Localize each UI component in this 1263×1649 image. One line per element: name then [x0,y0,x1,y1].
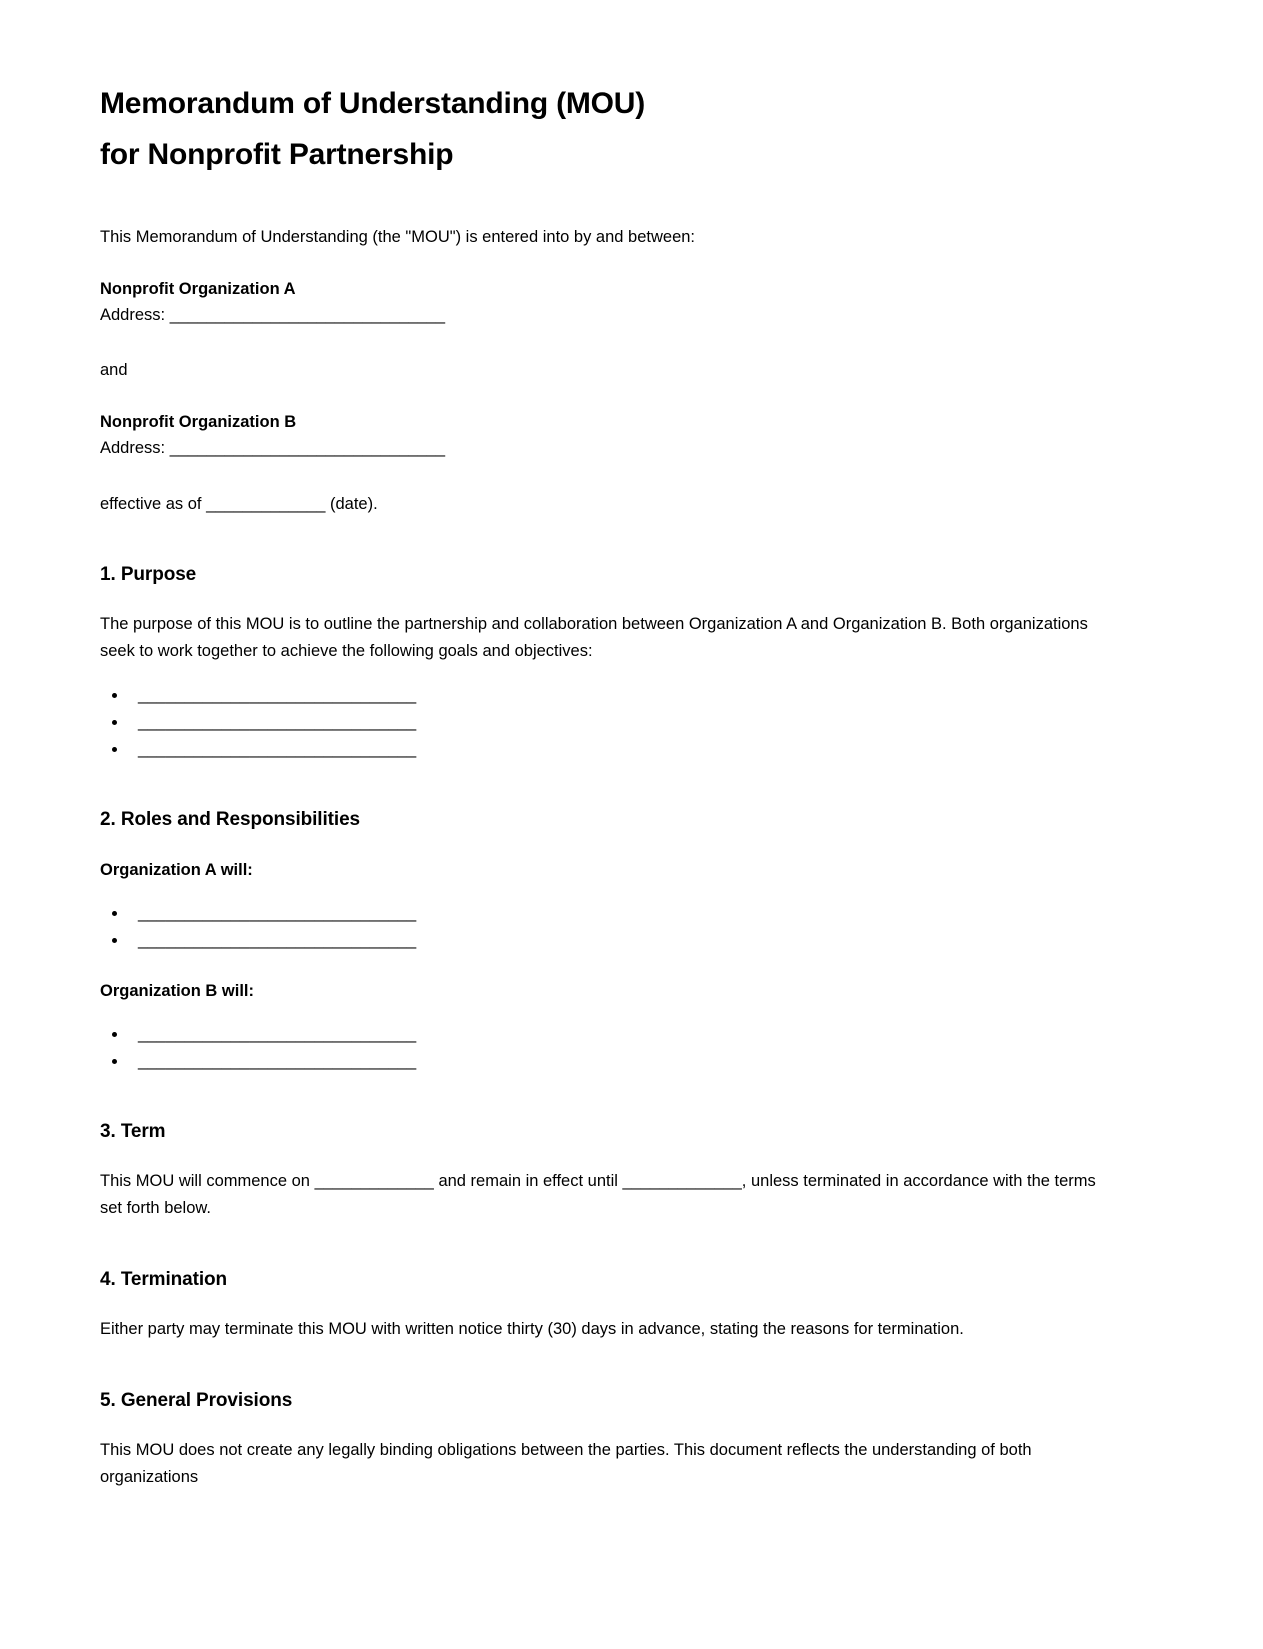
effective-date-line [100,491,1163,517]
term-suffix: , unless terminated in accordance with the terms set forth below. [100,1172,1096,1217]
organization-b-responsibilities-list [100,1022,1163,1074]
term-end-date-blank[interactable]: _____________ [622,1172,742,1190]
effective-suffix: (date). [325,495,378,513]
section-body-termination: Either party may terminate this MOU with written notice thirty (30) days in advance, stating the reasons for termination. [100,1320,964,1338]
party-a-address-label: Address: [100,306,170,324]
purpose-goals-list [100,683,1163,762]
term-middle: and remain in effect until [433,1172,623,1190]
purpose-goal-blank-2[interactable]: ______________________________ [138,713,417,731]
section-heading-termination: 4. Termination [100,1269,228,1290]
subheading-organization-b: Organization B will: [100,982,255,1000]
list-item [128,1049,1163,1074]
section-body-purpose: The purpose of this MOU is to outline the partnership and collaboration between Organization A and Organization B. Both organizations seek to work together to achieve the following goals and objectives: [100,615,1088,660]
org-b-blank-1[interactable]: ______________________________ [138,1025,417,1043]
section-body-term [100,1168,1110,1222]
party-a-name: Nonprofit Organization A [100,280,296,298]
effective-date-blank[interactable]: _____________ [206,495,326,513]
org-a-blank-1[interactable]: ______________________________ [138,904,417,922]
purpose-goal-blank-1[interactable]: ______________________________ [138,686,417,704]
party-a-block [100,277,1163,329]
page-title [100,78,1163,180]
section-heading-roles: 2. Roles and Responsibilities [100,809,361,830]
list-item [128,928,1163,953]
effective-prefix: effective as of [100,495,207,513]
intro-paragraph: This Memorandum of Understanding (the "MOU") is entered into by and between: [100,228,696,246]
title-line-2: for Nonprofit Partnership [100,138,454,171]
title-line-1: Memorandum of Understanding (MOU) [100,87,646,120]
conjunction-and: and [100,361,128,379]
list-item [128,683,1163,708]
term-prefix: This MOU will commence on [100,1172,315,1190]
party-b-name: Nonprofit Organization B [100,413,297,431]
section-heading-purpose: 1. Purpose [100,564,197,585]
list-item [128,901,1163,926]
list-item [128,1022,1163,1047]
party-b-address-label: Address: [100,439,170,457]
section-heading-term: 3. Term [100,1121,166,1142]
party-a-address-line [100,302,1163,329]
party-a-address-blank[interactable]: ______________________________ [169,306,445,324]
section-body-general-provisions: This MOU does not create any legally binding obligations between the parties. This document reflects the understanding of both organizations [100,1441,1032,1486]
party-b-address-blank[interactable]: ______________________________ [169,439,445,457]
organization-a-responsibilities-list [100,901,1163,953]
term-start-date-blank[interactable]: _____________ [314,1172,434,1190]
purpose-goal-blank-3[interactable]: ______________________________ [138,740,417,758]
party-b-block [100,410,1163,462]
subheading-organization-a: Organization A will: [100,861,253,879]
org-b-blank-2[interactable]: ______________________________ [138,1052,417,1070]
org-a-blank-2[interactable]: ______________________________ [138,931,417,949]
section-heading-general-provisions: 5. General Provisions [100,1390,293,1411]
party-b-address-line [100,435,1163,462]
list-item [128,710,1163,735]
list-item [128,737,1163,762]
